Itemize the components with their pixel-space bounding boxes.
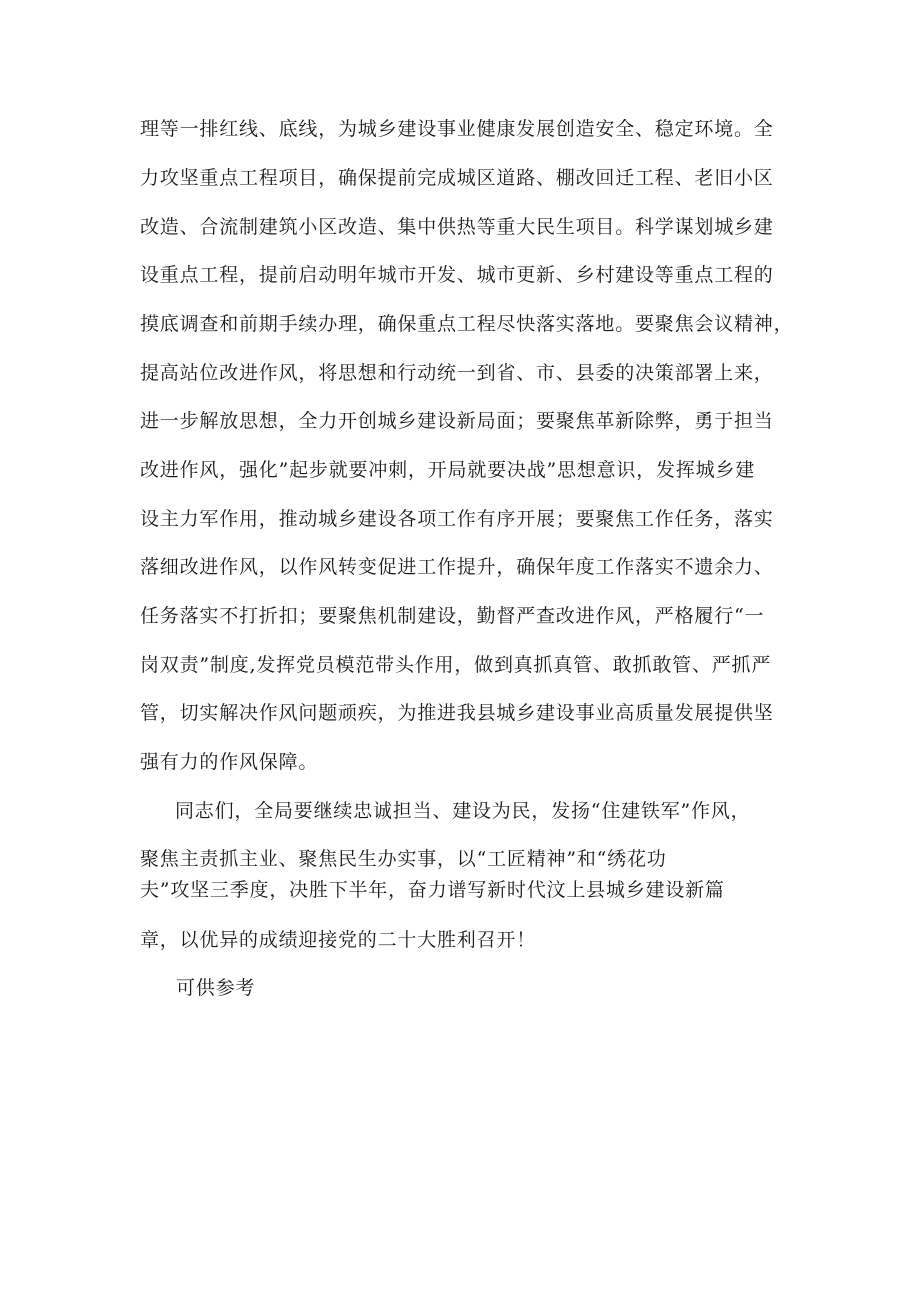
paragraph-line: 管，切实解决作风问题顽疾，为推进我县城乡建设事业高质量发展提供坚 — [140, 702, 774, 724]
paragraph-line: 岗双责”制度,发挥党员模范带头作用，做到真抓真管、敢抓敢管、严抓严 — [140, 654, 772, 676]
paragraph-line: 改造、合流制建筑小区改造、集中供热等重大民生项目。科学谋划城乡建 — [140, 216, 774, 238]
paragraph-line: 改进作风，强化”起步就要冲刺，开局就要决战”思想意识，发挥城乡建 — [140, 459, 756, 481]
paragraph-line: 摸底调查和前期手续办理，确保重点工程尽快落实落地。要聚焦会议精神， — [140, 313, 794, 335]
paragraph-line: 提高站位改进作风，将思想和行动统一到省、市、县委的决策部署上来， — [140, 362, 774, 384]
paragraph-line: 设重点工程，提前启动明年城市开发、城市更新、乡村建设等重点工程的 — [140, 264, 774, 286]
paragraph-line: 落细改进作风，以作风转变促进工作提升，确保年度工作落实不遗余力、 — [140, 556, 774, 578]
paragraph-line: 聚焦主责抓主业、聚焦民生办实事，以“工匠精神”和“绣花功 — [140, 848, 667, 870]
paragraph-line: 任务落实不打折扣；要聚焦机制建设，勤督严查改进作风，严格履行“一 — [140, 605, 765, 627]
paragraph-line: 章，以优异的成绩迎接党的二十大胜利召开！ — [140, 929, 537, 951]
paragraph-line: 强有力的作风保障。 — [140, 751, 319, 773]
paragraph-line: 进一步解放思想，全力开创城乡建设新局面；要聚焦革新除弊，勇于担当 — [140, 410, 774, 432]
paragraph-line: 夫”攻坚三季度，决胜下半年，奋力谱写新时代汶上县城乡建设新篇 — [140, 879, 725, 901]
paragraph-line: 设主力军作用，推动城乡建设各项工作有序开展；要聚焦工作任务，落实 — [140, 508, 774, 530]
paragraph-line: 力攻坚重点工程项目，确保提前完成城区道路、棚改回迁工程、老旧小区 — [140, 167, 774, 189]
closing-note: 可供参考 — [176, 977, 256, 999]
paragraph-line: 同志们，全局要继续忠诚担当、建设为民，发扬“住建铁军”作风， — [175, 800, 751, 822]
paragraph-line: 理等一排红线、底线，为城乡建设事业健康发展创造安全、稳定环境。全 — [140, 118, 774, 140]
